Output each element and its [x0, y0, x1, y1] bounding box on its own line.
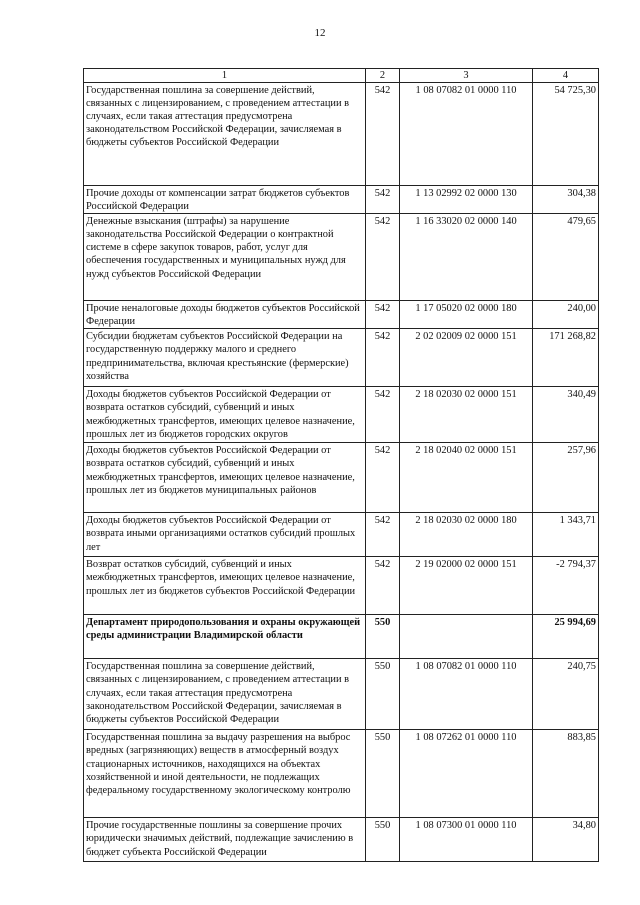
row-admin-code: 542: [366, 83, 400, 186]
row-budget-code: 2 19 02000 02 0000 151: [400, 557, 533, 615]
row-budget-code: 1 08 07300 01 0000 110: [400, 818, 533, 862]
row-amount: -2 794,37: [533, 557, 599, 615]
row-name: Доходы бюджетов субъектов Российской Федерации от возврата остатков субсидий, субвенций и иных межбюджетных трансфертов, имеющих целевое назначение, прошлых лет из бюджетов городских округов: [84, 387, 366, 443]
row-admin-code: 550: [366, 818, 400, 862]
row-budget-code: 1 08 07082 01 0000 110: [400, 83, 533, 186]
row-budget-code: 2 18 02030 02 0000 180: [400, 513, 533, 557]
table-row: [84, 329, 599, 387]
row-admin-code: 542: [366, 329, 400, 387]
table-row: [84, 818, 599, 862]
row-amount: 340,49: [533, 387, 599, 443]
column-header-admin: 2: [366, 69, 400, 83]
row-name: Государственная пошлина за выдачу разрешения на выброс вредных (загрязняющих) веществ в атмосферный воздух стационарных источников, находящихся на объектах хозяйственной и иной деятельности, не подлежащих федеральному государственному экологическому контролю: [84, 730, 366, 818]
table-row: [84, 513, 599, 557]
table-row: [84, 301, 599, 329]
row-name: Денежные взыскания (штрафы) за нарушение законодательства Российской Федерации о контрактной системе в сфере закупок товаров, работ, услуг для обеспечения государственных и муниципальных нужд для нужд субъектов Российской Федерации: [84, 214, 366, 301]
section-header-row: [84, 615, 599, 659]
row-budget-code: 1 13 02992 02 0000 130: [400, 186, 533, 214]
row-amount: 304,38: [533, 186, 599, 214]
row-name: Прочие доходы от компенсации затрат бюджетов субъектов Российской Федерации: [84, 186, 366, 214]
row-amount: 54 725,30: [533, 83, 599, 186]
row-name: Департамент природопользования и охраны окружающей среды администрации Владимирской области: [84, 615, 366, 659]
row-amount: 25 994,69: [533, 615, 599, 659]
table-row: [84, 214, 599, 301]
row-budget-code: 1 16 33020 02 0000 140: [400, 214, 533, 301]
revenue-table: [83, 68, 599, 862]
row-budget-code: 2 02 02009 02 0000 151: [400, 329, 533, 387]
row-amount: 257,96: [533, 443, 599, 513]
row-name: Государственная пошлина за совершение действий, связанных с лицензированием, с проведением аттестации в случаях, если такая аттестация предусмотрена законодательством Российской Федерации, зачисляемая в бюджеты субъектов Российской Федерации: [84, 659, 366, 730]
row-amount: 34,80: [533, 818, 599, 862]
row-admin-code: 542: [366, 513, 400, 557]
row-amount: 171 268,82: [533, 329, 599, 387]
table-row: [84, 387, 599, 443]
row-admin-code: 542: [366, 557, 400, 615]
table-row: [84, 443, 599, 513]
table-row: [84, 557, 599, 615]
row-name: Доходы бюджетов субъектов Российской Федерации от возврата остатков субсидий, субвенций и иных межбюджетных трансфертов, имеющих целевое назначение, прошлых лет из бюджетов муниципальных районов: [84, 443, 366, 513]
row-amount: 1 343,71: [533, 513, 599, 557]
row-admin-code: 550: [366, 659, 400, 730]
row-admin-code: 550: [366, 730, 400, 818]
table-row: [84, 730, 599, 818]
row-budget-code: 2 18 02040 02 0000 151: [400, 443, 533, 513]
row-admin-code: 542: [366, 214, 400, 301]
row-name: Возврат остатков субсидий, субвенций и иных межбюджетных трансфертов, имеющих целевое назначение, прошлых лет из бюджетов субъектов Российской Федерации: [84, 557, 366, 615]
row-amount: 479,65: [533, 214, 599, 301]
row-name: Прочие государственные пошлины за совершение прочих юридически значимых действий, подлежащие зачислению в бюджет субъекта Российской Федерации: [84, 818, 366, 862]
column-header-name: 1: [84, 69, 366, 83]
row-name: Доходы бюджетов субъектов Российской Федерации от возврата иными организациями остатков субсидий прошлых лет: [84, 513, 366, 557]
row-budget-code: 2 18 02030 02 0000 151: [400, 387, 533, 443]
row-amount: 240,75: [533, 659, 599, 730]
table-row: [84, 83, 599, 186]
table-row: [84, 659, 599, 730]
row-admin-code: 542: [366, 387, 400, 443]
row-admin-code: 542: [366, 301, 400, 329]
column-header-amount: 4: [533, 69, 599, 83]
row-name: Государственная пошлина за совершение действий, связанных с лицензированием, с проведением аттестации в случаях, если такая аттестация предусмотрена законодательством Российской Федерации, зачисляемая в бюджеты субъектов Российской Федерации: [84, 83, 366, 186]
row-admin-code: 542: [366, 186, 400, 214]
row-amount: 883,85: [533, 730, 599, 818]
row-name: Субсидии бюджетам субъектов Российской Федерации на государственную поддержку малого и среднего предпринимательства, включая крестьянские (фермерские) хозяйства: [84, 329, 366, 387]
table-row: [84, 186, 599, 214]
row-name: Прочие неналоговые доходы бюджетов субъектов Российской Федерации: [84, 301, 366, 329]
row-budget-code: [400, 615, 533, 659]
row-budget-code: 1 08 07262 01 0000 110: [400, 730, 533, 818]
row-amount: 240,00: [533, 301, 599, 329]
row-admin-code: 550: [366, 615, 400, 659]
row-budget-code: 1 08 07082 01 0000 110: [400, 659, 533, 730]
table-header-row: [84, 69, 599, 83]
page-number: 12: [314, 27, 326, 39]
row-budget-code: 1 17 05020 02 0000 180: [400, 301, 533, 329]
row-admin-code: 542: [366, 443, 400, 513]
column-header-code: 3: [400, 69, 533, 83]
